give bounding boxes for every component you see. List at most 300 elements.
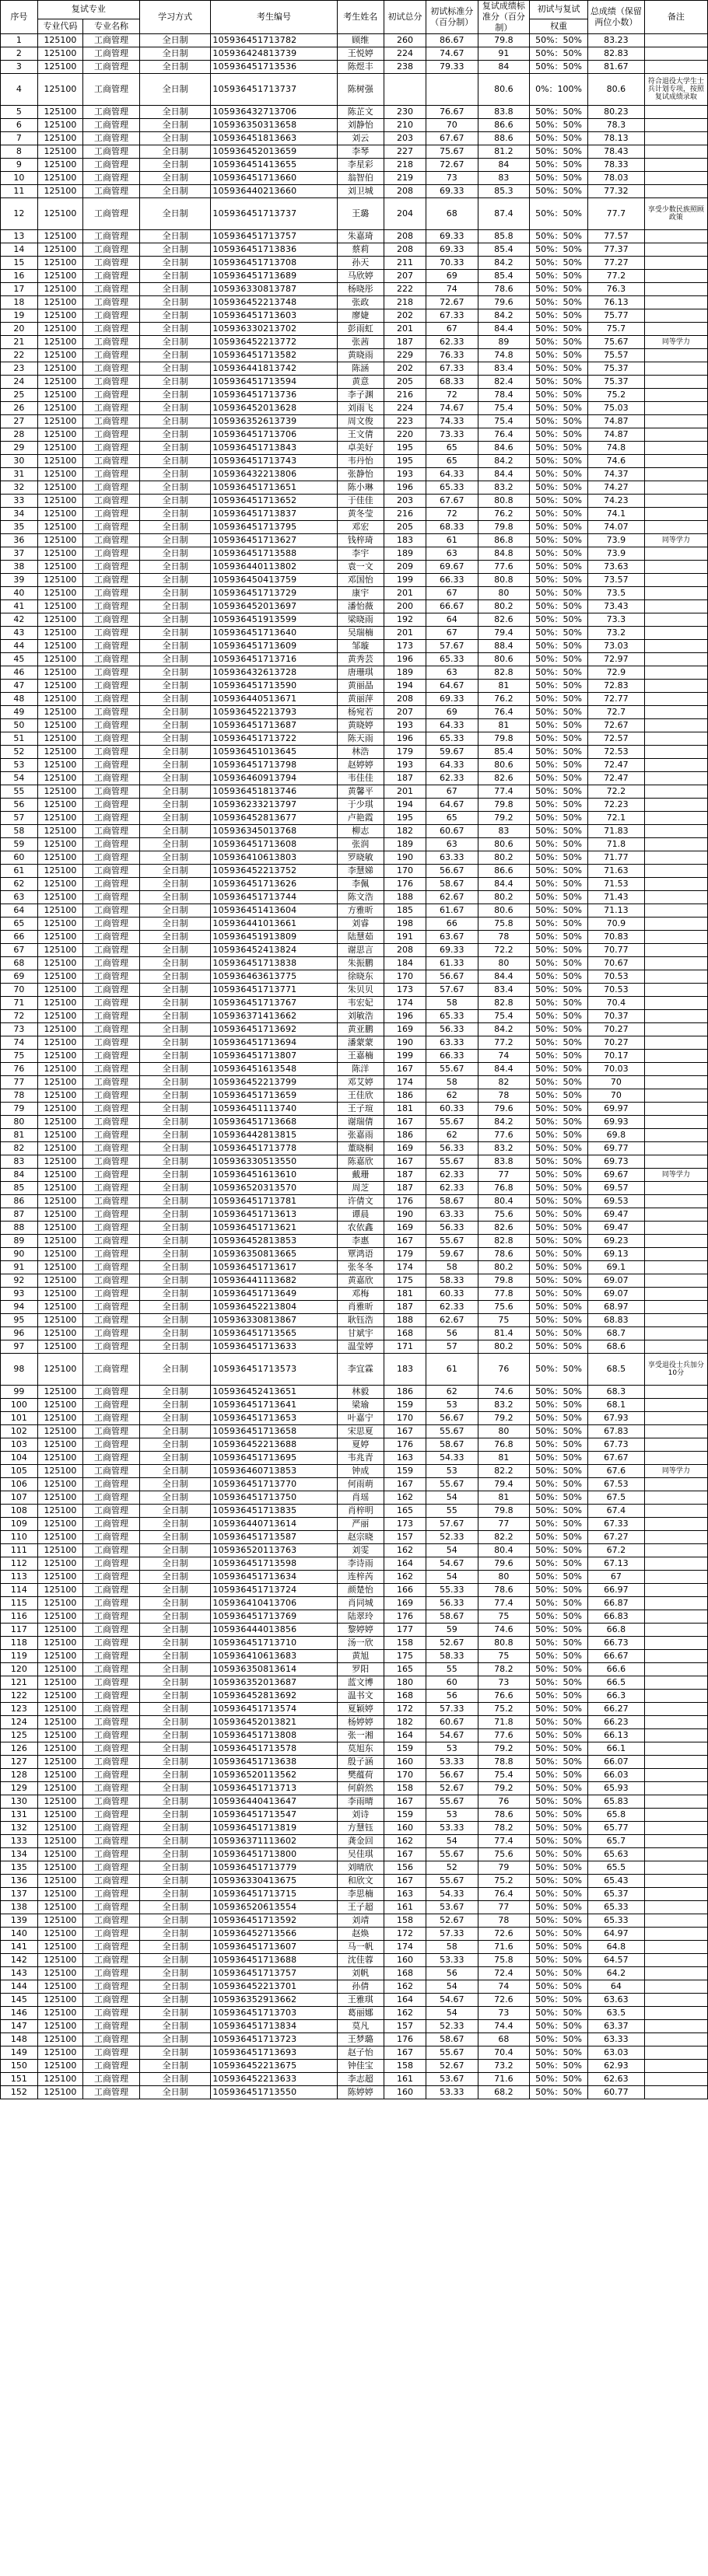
cell-major-code: 125100 xyxy=(37,1208,82,1222)
cell-major-name: 工商管理 xyxy=(83,1716,140,1729)
cell-mode: 全日制 xyxy=(139,1050,211,1063)
cell-init-std: 62.67 xyxy=(426,1314,478,1327)
header-note: 备注 xyxy=(644,1,707,34)
cell-note xyxy=(644,415,707,428)
cell-weight: 50%：50% xyxy=(530,640,588,653)
cell-note xyxy=(644,1941,707,1954)
cell-major-name: 工商管理 xyxy=(83,270,140,283)
cell-final: 68.1 xyxy=(588,1399,645,1412)
cell-name: 刘帆 xyxy=(337,1967,384,1980)
cell-major-name: 工商管理 xyxy=(83,1729,140,1742)
cell-mode: 全日制 xyxy=(139,1089,211,1103)
cell-weight: 50%：50% xyxy=(530,799,588,812)
cell-mode: 全日制 xyxy=(139,428,211,442)
cell-seq: 142 xyxy=(1,1954,38,1967)
cell-name: 钟成 xyxy=(337,1465,384,1478)
cell-name: 林浩 xyxy=(337,746,384,759)
cell-exam-no: 105936451713587 xyxy=(211,1531,337,1544)
cell-re-std: 84.8 xyxy=(478,547,530,561)
cell-re-std: 85.8 xyxy=(478,230,530,243)
cell-major-name: 工商管理 xyxy=(83,1340,140,1354)
cell-name: 肖同城 xyxy=(337,1597,384,1610)
cell-init-std: 56.33 xyxy=(426,1222,478,1235)
cell-mode: 全日制 xyxy=(139,1848,211,1861)
cell-major-name: 工商管理 xyxy=(83,574,140,587)
cell-init-total: 222 xyxy=(384,283,426,296)
table-row xyxy=(1,1063,708,1076)
table-row xyxy=(1,389,708,402)
cell-note xyxy=(644,997,707,1010)
cell-init-total: 238 xyxy=(384,61,426,74)
cell-exam-no: 105936233213797 xyxy=(211,799,337,812)
cell-major-code: 125100 xyxy=(37,719,82,732)
cell-init-total: 167 xyxy=(384,1795,426,1809)
table-row xyxy=(1,1354,708,1386)
cell-init-total: 170 xyxy=(384,1412,426,1425)
table-row xyxy=(1,159,708,172)
cell-major-code: 125100 xyxy=(37,851,82,865)
cell-init-total: 162 xyxy=(384,2007,426,2020)
cell-re-std: 75 xyxy=(478,1610,530,1624)
cell-mode: 全日制 xyxy=(139,1914,211,1928)
cell-note xyxy=(644,1195,707,1208)
cell-major-code: 125100 xyxy=(37,481,82,495)
cell-mode: 全日制 xyxy=(139,198,211,230)
cell-name: 刘晴欣 xyxy=(337,1861,384,1875)
cell-name: 连梓芮 xyxy=(337,1571,384,1584)
cell-major-code: 125100 xyxy=(37,1610,82,1624)
cell-major-name: 工商管理 xyxy=(83,1584,140,1597)
cell-major-name: 工商管理 xyxy=(83,442,140,455)
cell-major-name: 工商管理 xyxy=(83,1235,140,1248)
cell-major-name: 工商管理 xyxy=(83,428,140,442)
table-row xyxy=(1,640,708,653)
cell-init-std: 62.33 xyxy=(426,336,478,349)
cell-weight: 50%：50% xyxy=(530,1557,588,1571)
cell-weight: 50%：50% xyxy=(530,132,588,145)
cell-init-std: 54 xyxy=(426,2007,478,2020)
cell-init-total: 224 xyxy=(384,47,426,61)
cell-seq: 15 xyxy=(1,257,38,270)
cell-name: 黄馨平 xyxy=(337,785,384,799)
cell-init-std: 59 xyxy=(426,1624,478,1637)
cell-mode: 全日制 xyxy=(139,1036,211,1050)
cell-name: 蓝文博 xyxy=(337,1676,384,1690)
cell-note xyxy=(644,362,707,376)
cell-init-std: 66.33 xyxy=(426,1050,478,1063)
table-row xyxy=(1,1809,708,1822)
cell-weight: 50%：50% xyxy=(530,1235,588,1248)
table-row xyxy=(1,362,708,376)
cell-re-std: 85.3 xyxy=(478,185,530,198)
cell-seq: 119 xyxy=(1,1650,38,1663)
cell-init-std: 55.67 xyxy=(426,1795,478,1809)
cell-note xyxy=(644,666,707,680)
cell-seq: 132 xyxy=(1,1822,38,1835)
cell-major-code: 125100 xyxy=(37,561,82,574)
cell-weight: 50%：50% xyxy=(530,1716,588,1729)
cell-init-total: 194 xyxy=(384,799,426,812)
cell-seq: 17 xyxy=(1,283,38,296)
cell-weight: 50%：50% xyxy=(530,172,588,185)
table-row xyxy=(1,521,708,534)
table-row xyxy=(1,1729,708,1742)
cell-major-name: 工商管理 xyxy=(83,799,140,812)
cell-name: 张润 xyxy=(337,838,384,851)
cell-init-total: 196 xyxy=(384,732,426,746)
table-row xyxy=(1,653,708,666)
cell-init-std: 54.33 xyxy=(426,1452,478,1465)
cell-exam-no: 105936330213702 xyxy=(211,323,337,336)
cell-seq: 136 xyxy=(1,1875,38,1888)
cell-weight: 50%：50% xyxy=(530,1261,588,1274)
cell-init-std: 60 xyxy=(426,1676,478,1690)
cell-mode: 全日制 xyxy=(139,119,211,132)
cell-final: 75.37 xyxy=(588,362,645,376)
cell-weight: 50%：50% xyxy=(530,1914,588,1928)
cell-init-total: 163 xyxy=(384,1888,426,1901)
cell-major-code: 125100 xyxy=(37,785,82,799)
cell-seq: 51 xyxy=(1,732,38,746)
cell-init-total: 209 xyxy=(384,561,426,574)
cell-mode: 全日制 xyxy=(139,1425,211,1438)
cell-init-std: 54.67 xyxy=(426,1729,478,1742)
cell-weight: 50%：50% xyxy=(530,1742,588,1756)
cell-major-code: 125100 xyxy=(37,2020,82,2033)
cell-re-std: 71.8 xyxy=(478,1716,530,1729)
cell-major-code: 125100 xyxy=(37,1782,82,1795)
cell-seq: 96 xyxy=(1,1327,38,1340)
cell-final: 72.77 xyxy=(588,693,645,706)
cell-mode: 全日制 xyxy=(139,812,211,825)
cell-final: 66.5 xyxy=(588,1676,645,1690)
cell-weight: 50%：50% xyxy=(530,1835,588,1848)
cell-final: 68.83 xyxy=(588,1314,645,1327)
cell-major-name: 工商管理 xyxy=(83,309,140,323)
cell-name: 许倩文 xyxy=(337,1195,384,1208)
cell-mode: 全日制 xyxy=(139,159,211,172)
cell-mode: 全日制 xyxy=(139,1650,211,1663)
cell-name: 杨婷婷 xyxy=(337,1716,384,1729)
cell-re-std: 88.6 xyxy=(478,132,530,145)
cell-weight: 50%：50% xyxy=(530,904,588,918)
cell-init-total: 187 xyxy=(384,1169,426,1182)
cell-name: 陆慧茹 xyxy=(337,931,384,944)
cell-seq: 145 xyxy=(1,1994,38,2007)
cell-seq: 64 xyxy=(1,904,38,918)
table-row xyxy=(1,1782,708,1795)
cell-weight: 50%：50% xyxy=(530,455,588,468)
cell-mode: 全日制 xyxy=(139,2020,211,2033)
cell-major-code: 125100 xyxy=(37,1994,82,2007)
cell-init-std: 60.33 xyxy=(426,1103,478,1116)
cell-name: 叶嘉宁 xyxy=(337,1412,384,1425)
cell-weight: 50%：50% xyxy=(530,198,588,230)
cell-mode: 全日制 xyxy=(139,1703,211,1716)
cell-name: 张冬冬 xyxy=(337,1261,384,1274)
cell-major-name: 工商管理 xyxy=(83,1412,140,1425)
cell-seq: 100 xyxy=(1,1399,38,1412)
cell-exam-no: 105936451713808 xyxy=(211,1729,337,1742)
table-row xyxy=(1,1624,708,1637)
cell-name: 刘诗 xyxy=(337,1809,384,1822)
cell-init-std: 69.67 xyxy=(426,561,478,574)
cell-init-std: 55.67 xyxy=(426,1848,478,1861)
cell-exam-no: 105936460713853 xyxy=(211,1465,337,1478)
cell-seq: 146 xyxy=(1,2007,38,2020)
cell-exam-no: 105936451713649 xyxy=(211,1288,337,1301)
cell-mode: 全日制 xyxy=(139,746,211,759)
cell-final: 82.83 xyxy=(588,47,645,61)
cell-re-std: 82.8 xyxy=(478,666,530,680)
cell-major-name: 工商管理 xyxy=(83,759,140,772)
cell-weight: 50%：50% xyxy=(530,891,588,904)
cell-init-std: 54 xyxy=(426,1491,478,1505)
cell-exam-no: 105936451713724 xyxy=(211,1584,337,1597)
cell-seq: 57 xyxy=(1,812,38,825)
cell-seq: 104 xyxy=(1,1452,38,1465)
cell-seq: 89 xyxy=(1,1235,38,1248)
cell-note: 同等学力 xyxy=(644,1169,707,1182)
cell-weight: 50%：50% xyxy=(530,706,588,719)
cell-note: 同等学力 xyxy=(644,1465,707,1478)
cell-major-name: 工商管理 xyxy=(83,1452,140,1465)
cell-mode: 全日制 xyxy=(139,1116,211,1129)
cell-major-code: 125100 xyxy=(37,1036,82,1050)
cell-final: 72.7 xyxy=(588,706,645,719)
cell-mode: 全日制 xyxy=(139,627,211,640)
header-major-code: 专业代码 xyxy=(37,19,82,33)
cell-re-std: 77.6 xyxy=(478,1129,530,1142)
cell-major-name: 工商管理 xyxy=(83,1703,140,1716)
cell-init-total: 199 xyxy=(384,574,426,587)
cell-weight: 50%：50% xyxy=(530,296,588,309)
cell-exam-no: 105936451713536 xyxy=(211,61,337,74)
cell-exam-no: 105936432713706 xyxy=(211,106,337,119)
cell-major-name: 工商管理 xyxy=(83,1103,140,1116)
cell-seq: 28 xyxy=(1,428,38,442)
cell-re-std: 79.8 xyxy=(478,34,530,47)
cell-major-code: 125100 xyxy=(37,442,82,455)
cell-final: 77.7 xyxy=(588,198,645,230)
cell-major-name: 工商管理 xyxy=(83,1861,140,1875)
cell-weight: 50%：50% xyxy=(530,944,588,957)
cell-major-code: 125100 xyxy=(37,1301,82,1314)
cell-init-std: 60.33 xyxy=(426,1288,478,1301)
cell-re-std: 77.4 xyxy=(478,1835,530,1848)
cell-re-std: 79.6 xyxy=(478,1557,530,1571)
cell-final: 83.23 xyxy=(588,34,645,47)
cell-init-total: 180 xyxy=(384,1676,426,1690)
cell-init-std: 53 xyxy=(426,1742,478,1756)
cell-note xyxy=(644,1756,707,1769)
cell-re-std: 84.4 xyxy=(478,970,530,984)
cell-seq: 58 xyxy=(1,825,38,838)
cell-major-name: 工商管理 xyxy=(83,1386,140,1399)
cell-exam-no: 105936440713614 xyxy=(211,1518,337,1531)
cell-weight: 50%：50% xyxy=(530,1954,588,1967)
cell-init-total: 159 xyxy=(384,1742,426,1756)
cell-major-code: 125100 xyxy=(37,468,82,481)
table-row xyxy=(1,1386,708,1399)
cell-init-std: 69.33 xyxy=(426,243,478,257)
cell-init-total: 187 xyxy=(384,772,426,785)
cell-note xyxy=(644,1089,707,1103)
cell-name: 韦宏妃 xyxy=(337,997,384,1010)
cell-seq: 110 xyxy=(1,1531,38,1544)
cell-exam-no: 105936451713736 xyxy=(211,389,337,402)
cell-init-std: 62 xyxy=(426,1129,478,1142)
cell-seq: 111 xyxy=(1,1544,38,1557)
cell-name: 刘静怡 xyxy=(337,119,384,132)
cell-major-name: 工商管理 xyxy=(83,680,140,693)
cell-major-name: 工商管理 xyxy=(83,746,140,759)
cell-major-name: 工商管理 xyxy=(83,1274,140,1288)
cell-seq: 77 xyxy=(1,1076,38,1089)
cell-weight: 50%：50% xyxy=(530,2073,588,2086)
cell-major-name: 工商管理 xyxy=(83,1076,140,1089)
table-row xyxy=(1,415,708,428)
cell-major-name: 工商管理 xyxy=(83,1928,140,1941)
table-row xyxy=(1,1505,708,1518)
cell-final: 77.2 xyxy=(588,270,645,283)
cell-init-std: 67.33 xyxy=(426,309,478,323)
cell-exam-no: 105936451713688 xyxy=(211,1954,337,1967)
cell-major-code: 125100 xyxy=(37,1412,82,1425)
cell-name: 李志超 xyxy=(337,2073,384,2086)
cell-mode: 全日制 xyxy=(139,362,211,376)
table-row xyxy=(1,1208,708,1222)
cell-final: 74.37 xyxy=(588,468,645,481)
cell-note xyxy=(644,1637,707,1650)
table-row xyxy=(1,1928,708,1941)
table-row xyxy=(1,1010,708,1023)
cell-final: 71.13 xyxy=(588,904,645,918)
cell-major-name: 工商管理 xyxy=(83,2060,140,2073)
cell-exam-no: 105936410413706 xyxy=(211,1597,337,1610)
cell-note xyxy=(644,1386,707,1399)
cell-init-total: 167 xyxy=(384,1875,426,1888)
table-row xyxy=(1,1822,708,1835)
cell-name: 孙倩 xyxy=(337,1980,384,1994)
cell-final: 66.27 xyxy=(588,1703,645,1716)
cell-seq: 143 xyxy=(1,1967,38,1980)
cell-init-std: 70 xyxy=(426,119,478,132)
cell-mode: 全日制 xyxy=(139,1518,211,1531)
cell-final: 66.13 xyxy=(588,1729,645,1742)
cell-mode: 全日制 xyxy=(139,1690,211,1703)
cell-mode: 全日制 xyxy=(139,693,211,706)
cell-init-std: 60.67 xyxy=(426,1716,478,1729)
cell-major-code: 125100 xyxy=(37,74,82,106)
cell-weight: 50%：50% xyxy=(530,680,588,693)
cell-re-std: 85.4 xyxy=(478,243,530,257)
cell-major-code: 125100 xyxy=(37,547,82,561)
cell-init-total: 186 xyxy=(384,1386,426,1399)
cell-weight: 50%：50% xyxy=(530,600,588,613)
cell-init-total: 167 xyxy=(384,1116,426,1129)
cell-weight: 50%：50% xyxy=(530,653,588,666)
cell-note xyxy=(644,323,707,336)
cell-mode: 全日制 xyxy=(139,891,211,904)
cell-mode: 全日制 xyxy=(139,1531,211,1544)
cell-major-code: 125100 xyxy=(37,1650,82,1663)
table-row xyxy=(1,693,708,706)
cell-mode: 全日制 xyxy=(139,1809,211,1822)
cell-seq: 20 xyxy=(1,323,38,336)
cell-final: 67.5 xyxy=(588,1491,645,1505)
cell-major-code: 125100 xyxy=(37,34,82,47)
cell-exam-no: 105936450413759 xyxy=(211,574,337,587)
cell-name: 邓国怡 xyxy=(337,574,384,587)
cell-mode: 全日制 xyxy=(139,145,211,159)
cell-major-name: 工商管理 xyxy=(83,132,140,145)
cell-major-name: 工商管理 xyxy=(83,772,140,785)
cell-init-total: 205 xyxy=(384,521,426,534)
table-row xyxy=(1,1637,708,1650)
cell-init-total: 170 xyxy=(384,1769,426,1782)
table-row xyxy=(1,904,708,918)
cell-exam-no: 105936452813692 xyxy=(211,1690,337,1703)
cell-weight: 50%：50% xyxy=(530,666,588,680)
cell-mode: 全日制 xyxy=(139,336,211,349)
cell-major-code: 125100 xyxy=(37,1274,82,1288)
cell-seq: 115 xyxy=(1,1597,38,1610)
cell-major-code: 125100 xyxy=(37,1795,82,1809)
cell-weight: 50%：50% xyxy=(530,1195,588,1208)
cell-name: 温书文 xyxy=(337,1690,384,1703)
cell-init-total: 201 xyxy=(384,627,426,640)
cell-weight: 50%：50% xyxy=(530,1478,588,1491)
cell-seq: 7 xyxy=(1,132,38,145)
cell-mode: 全日制 xyxy=(139,680,211,693)
cell-seq: 74 xyxy=(1,1036,38,1050)
cell-mode: 全日制 xyxy=(139,1676,211,1690)
cell-major-code: 125100 xyxy=(37,1478,82,1491)
cell-init-std: 55.33 xyxy=(426,1584,478,1597)
cell-note xyxy=(644,159,707,172)
cell-weight: 50%：50% xyxy=(530,1425,588,1438)
cell-weight: 50%：50% xyxy=(530,1756,588,1769)
cell-note xyxy=(644,1327,707,1340)
cell-exam-no: 105936452213793 xyxy=(211,706,337,719)
cell-seq: 5 xyxy=(1,106,38,119)
cell-note xyxy=(644,812,707,825)
cell-exam-no: 105936451713641 xyxy=(211,1399,337,1412)
cell-init-total: 157 xyxy=(384,2020,426,2033)
cell-seq: 21 xyxy=(1,336,38,349)
cell-mode: 全日制 xyxy=(139,600,211,613)
cell-major-code: 125100 xyxy=(37,1597,82,1610)
cell-exam-no: 105936451713757 xyxy=(211,1967,337,1980)
table-row xyxy=(1,1412,708,1425)
cell-seq: 63 xyxy=(1,891,38,904)
cell-major-code: 125100 xyxy=(37,970,82,984)
cell-exam-no: 105936451913809 xyxy=(211,931,337,944)
cell-note xyxy=(644,185,707,198)
cell-init-total: 187 xyxy=(384,336,426,349)
cell-init-std: 63.33 xyxy=(426,1208,478,1222)
cell-weight: 50%：50% xyxy=(530,693,588,706)
cell-init-total: 167 xyxy=(384,1155,426,1169)
cell-final: 75.2 xyxy=(588,389,645,402)
cell-final: 69.13 xyxy=(588,1248,645,1261)
cell-name: 刘雨飞 xyxy=(337,402,384,415)
cell-exam-no: 105936451713689 xyxy=(211,270,337,283)
cell-init-total: 176 xyxy=(384,1610,426,1624)
cell-init-std: 55.67 xyxy=(426,1063,478,1076)
cell-init-total: 181 xyxy=(384,1288,426,1301)
